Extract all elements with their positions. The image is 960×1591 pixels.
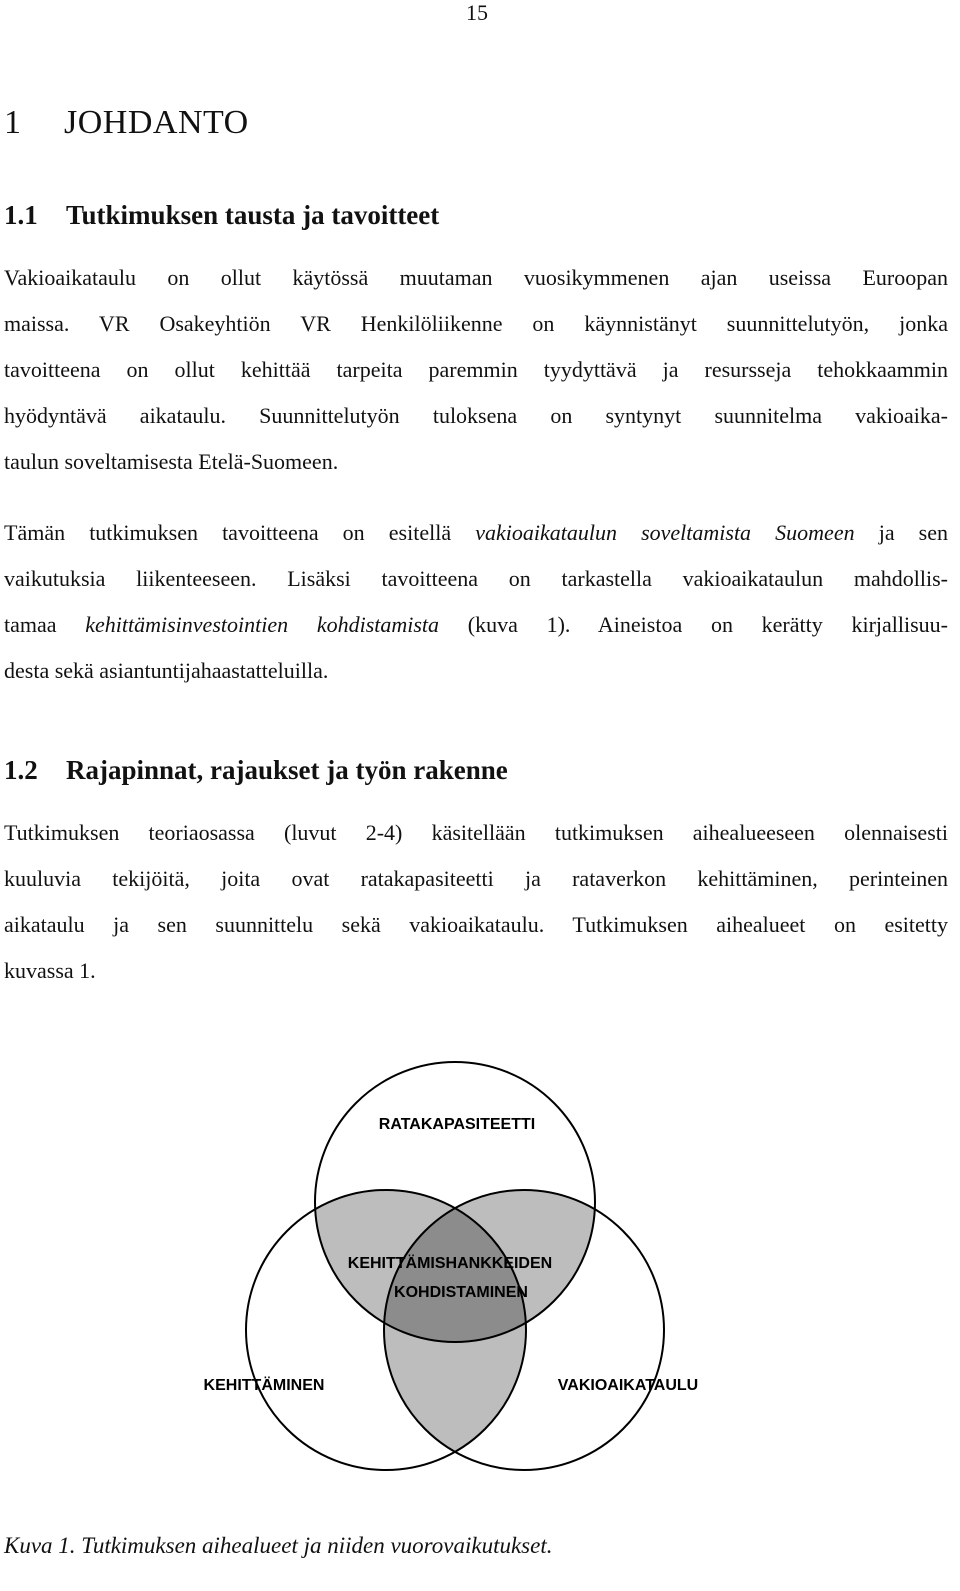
section-heading-1-1 [4, 200, 439, 231]
emphasis: kehittämisinvestointien kohdistamista [85, 612, 440, 637]
label-vakioaikataulu: VAKIOAIKATAULU [557, 1377, 699, 1394]
label-kehittamishankkeiden: KEHITTÄMISHANKKEIDEN [347, 1255, 553, 1272]
text-line: kuvassa 1. [4, 958, 96, 983]
text-line: hyödyntävä aikataulu. Suunnittelutyön tuloksena on syntynyt suunnitelma vakioaika- [4, 403, 948, 428]
label-kohdistaminen: KOHDISTAMINEN [394, 1284, 528, 1301]
paragraph-scope [4, 810, 948, 994]
figure-caption: Kuva 1. Tutkimuksen aihealueet ja niiden vuorovaikutukset. [4, 1533, 553, 1558]
label-kehittaminen: KEHITTÄMINEN [203, 1377, 325, 1394]
text-line: Vakioaikataulu on ollut käytössä muutaman vuosikymmenen ajan useissa Euroopan [4, 265, 948, 290]
chapter-heading [4, 104, 249, 142]
paragraph-objectives [4, 510, 948, 694]
section-title: Tutkimuksen tausta ja tavoitteet [66, 200, 440, 230]
text-line: Tutkimuksen teoriaosassa (luvut 2-4) käsitellään tutkimuksen aihealueeseen olennaisesti [4, 820, 948, 845]
text-line: aikataulu ja sen suunnittelu sekä vakioaikataulu. Tutkimuksen aihealueet on esitetty [4, 912, 948, 937]
text-line [4, 602, 948, 648]
text-line: kuuluvia tekijöitä, joita ovat ratakapasiteetti ja rataverkon kehittäminen, perinteinen [4, 866, 948, 891]
text-line [4, 510, 948, 556]
text-line: taulun soveltamisesta Etelä-Suomeen. [4, 449, 339, 474]
section-number: 1.1 [4, 200, 38, 230]
text-line: maissa. VR Osakeyhtiön VR Henkilöliikenne on käynnistänyt suunnittelutyön, jonka [4, 311, 948, 336]
page-number: 15 [466, 0, 488, 25]
text-run: tamaa [4, 612, 86, 637]
paragraph-background [4, 255, 948, 485]
venn-diagram [0, 1040, 960, 1520]
label-ratakapasiteetti: RATAKAPASITEETTI [378, 1116, 536, 1133]
text-line: vaikutuksia liikenteeseen. Lisäksi tavoitteena on tarkastella vakioaikataulun mahdollis- [4, 566, 948, 591]
chapter-title: JOHDANTO [64, 104, 249, 141]
text-run: ja sen [854, 520, 949, 545]
chapter-number: 1 [4, 104, 22, 141]
text-line: desta sekä asiantuntijahaastatteluilla. [4, 658, 329, 683]
section-title: Rajapinnat, rajaukset ja työn rakenne [66, 755, 508, 785]
text-run: Tämän tutkimuksen tavoitteena on esitellä [4, 520, 476, 545]
section-number: 1.2 [4, 755, 38, 785]
section-heading-1-2 [4, 755, 508, 786]
emphasis: vakioaikataulun soveltamista Suomeen [475, 520, 855, 545]
text-line: tavoitteena on ollut kehittää tarpeita paremmin tyydyttävä ja resursseja tehokkaammin [4, 357, 948, 382]
text-run: (kuva 1). Aineistoa on kerätty kirjallisuu- [439, 612, 948, 637]
